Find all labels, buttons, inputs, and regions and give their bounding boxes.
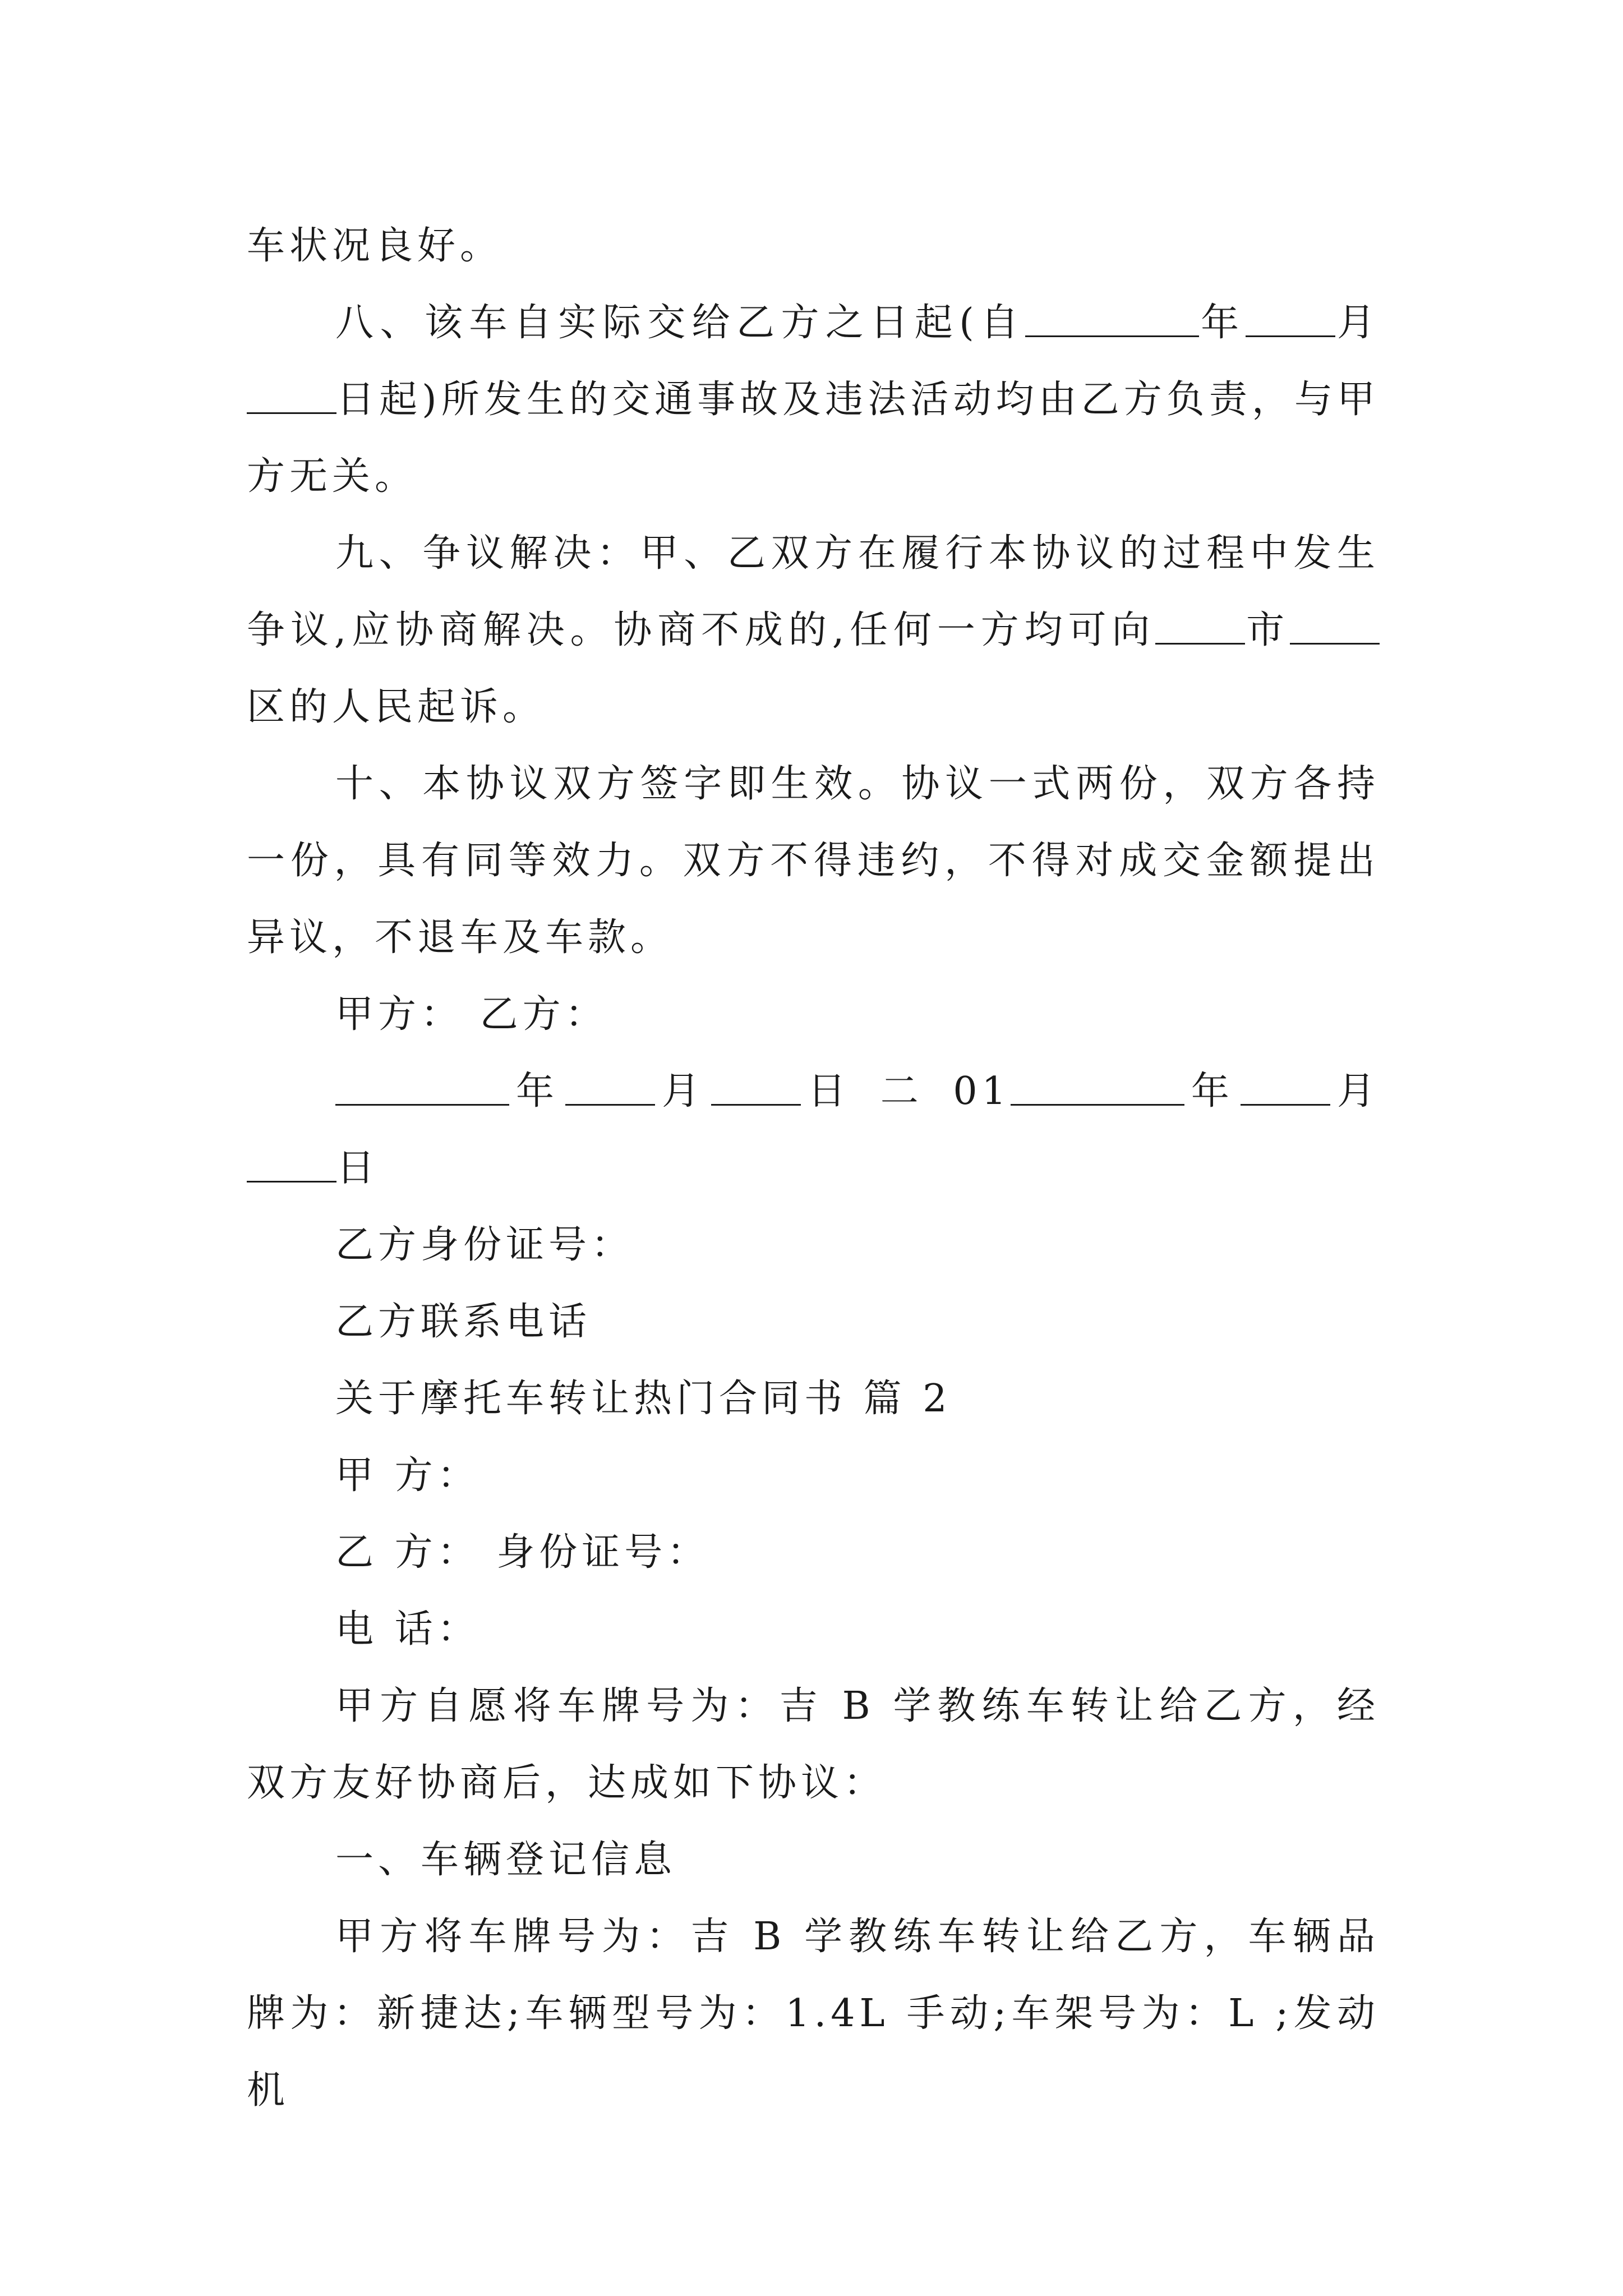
text-segment: 甲方： 乙方： — [335, 992, 608, 1037]
clause-1-body — [247, 1898, 1380, 2129]
text-segment: 乙方身份证号： — [335, 1223, 634, 1267]
text-segment: 八、该车自实际交给乙方之日起(自 — [335, 301, 1025, 345]
text-segment: 区的人民起诉。 — [247, 685, 546, 729]
text-segment: 一、车辆登记信息 — [335, 1838, 677, 1882]
blank-field-year — [1025, 297, 1199, 337]
blank-field-day-a — [711, 1066, 801, 1106]
blank-field-month-a — [565, 1066, 655, 1106]
text-segment: 甲 方： — [335, 1453, 480, 1498]
blank-field-year-a — [335, 1066, 509, 1106]
signature-dates — [247, 1053, 1380, 1207]
blank-field-year-b — [1011, 1066, 1184, 1106]
text-segment: 年 — [1184, 1069, 1241, 1114]
text-segment: 十、本协议双方签字即生效。协议一式两份，双方各持一份，具有同等效力。双方不得违约，不得对成交金额提出异议，不退车及车款。 — [247, 762, 1380, 960]
text-segment: 日起)所发生的交通事故及违法活动均由乙方负责，与甲方无关。 — [247, 378, 1380, 499]
party-b-id — [247, 1207, 1380, 1283]
text-segment: 关于摩托车转让热门合同书 篇 2 — [335, 1377, 952, 1421]
text-segment: 乙 方： 身份证号： — [335, 1530, 710, 1575]
text-segment: 市 — [1245, 608, 1290, 652]
text-segment: 乙方联系电话 — [335, 1300, 592, 1344]
text-segment: 甲方将车牌号为：吉 B 学教练车转让给乙方，车辆品牌为：新捷达;车辆型号为：1.4L 手动;车架号为：L ;发动机 — [247, 1915, 1380, 2113]
text-segment: 月 — [655, 1069, 712, 1114]
party-b-line — [247, 1514, 1380, 1591]
paragraph-article-9 — [247, 515, 1380, 746]
text-line: 车状况良好。 — [247, 224, 503, 268]
blank-field-month-b — [1241, 1066, 1330, 1106]
party-b-phone — [247, 1283, 1380, 1360]
blank-field-day — [247, 374, 336, 414]
text-segment: 九、争议解决：甲、乙双方在履行本协议的过程中发生争议,应协商解决。协商不成的,任何一方均可向 — [247, 531, 1380, 652]
text-segment: 甲方自愿将车牌号为：吉 B 学教练车转让给乙方，经双方友好协商后，达成如下协议： — [247, 1684, 1380, 1805]
text-segment: 电 话： — [335, 1607, 480, 1651]
blank-field-district — [1290, 605, 1380, 645]
clause-1-heading — [247, 1821, 1380, 1898]
document-body — [247, 208, 1380, 2129]
paragraph-article-8 — [247, 284, 1380, 515]
paragraph-car-condition — [247, 208, 1380, 284]
blank-field-city — [1155, 605, 1245, 645]
blank-field-day-b — [247, 1143, 336, 1182]
phone-line — [247, 1591, 1380, 1668]
text-segment: 月 — [1330, 1069, 1380, 1114]
text-segment: 日 二 01 — [801, 1069, 1011, 1114]
paragraph-article-10 — [247, 746, 1380, 976]
party-a-line — [247, 1437, 1380, 1514]
text-segment: 月 — [1335, 301, 1380, 345]
section-title — [247, 1360, 1380, 1437]
text-segment: 年 — [509, 1069, 566, 1114]
text-segment: 年 — [1198, 301, 1246, 345]
blank-field-month — [1246, 297, 1335, 337]
intro-paragraph — [247, 1668, 1380, 1821]
signature-parties — [247, 976, 1380, 1053]
text-segment: 日 — [336, 1146, 380, 1190]
